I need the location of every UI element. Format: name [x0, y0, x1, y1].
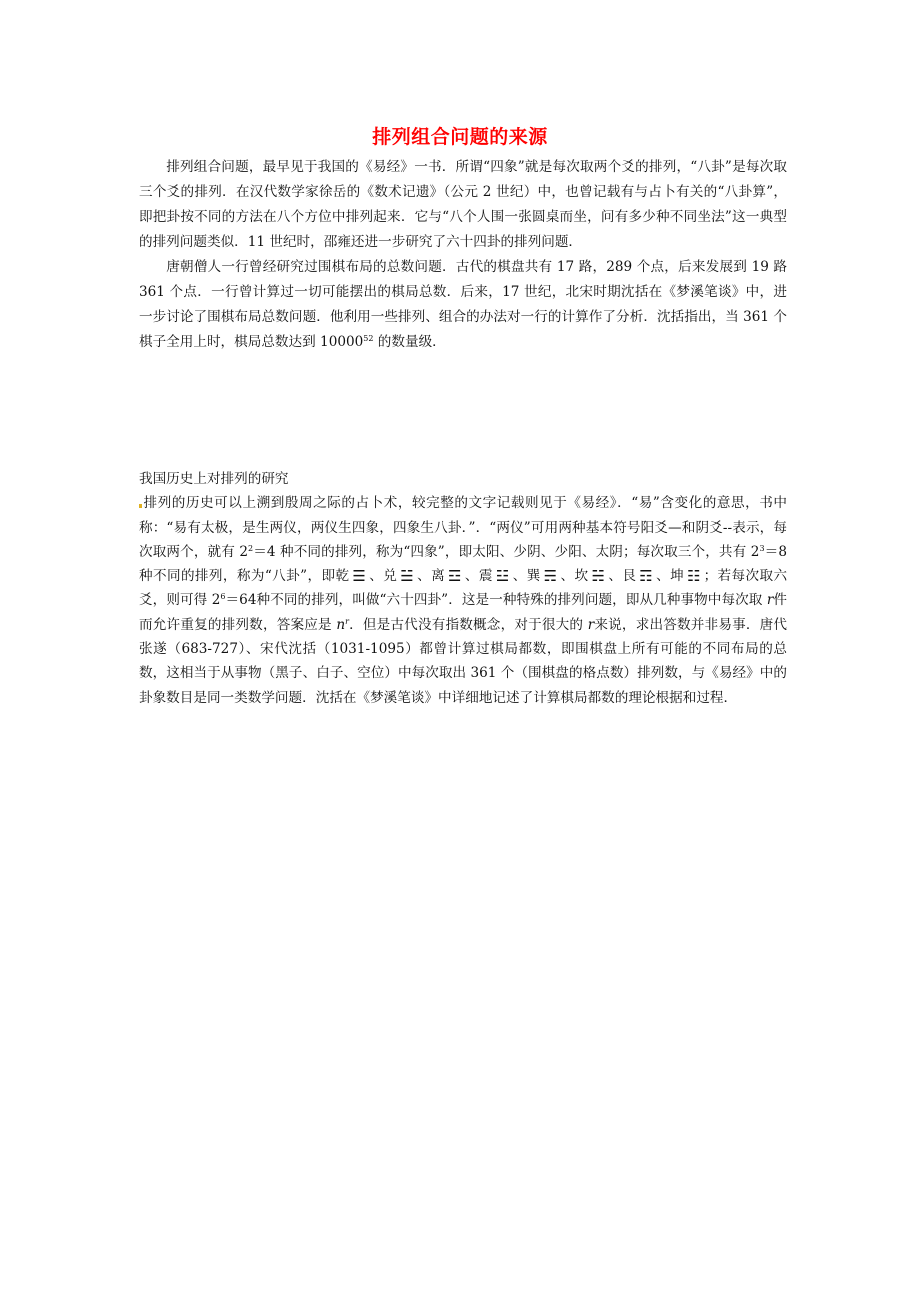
history-section: [139, 467, 787, 710]
trigram-巽: 巽 ☴ 、: [526, 567, 575, 586]
variable-r: r: [766, 592, 774, 609]
trigram-艮: 艮 ☶ 、: [622, 567, 671, 586]
power-base: 10000: [320, 334, 364, 350]
trigram-gen-icon: ☶: [639, 567, 653, 586]
trigram-dui-icon: ☱: [400, 567, 414, 586]
section-subheading: 我国历史上对排列的研究: [139, 471, 289, 487]
trigram-xun-icon: ☴: [543, 567, 558, 586]
paragraph-history: 排列的历史可以上溯到殷周之际的占卜术，较完整的文字记载则见于《易经》．“易”含变化的意思，书中称：“易有太极，是生两仪，两仪生四象，四象生八卦．”．“两仪”可用两种基本符号阳爻—和阴爻--表示，每次取两个，就有 $2^2=4$ 种不同的排列，称为“四象”，即太阳、少阴、少阳、太阴；每次取三个，共有 $2^3=8$ 种不同的排列，称为“八卦”，即乾 ☰ 、兑 ☱ 、离 ☲ 、震 ☳ 、巽 ☴ 、坎 ☵ 、艮 ☶ 、坤 ☷ ；若每次取六爻，则可得 $2^6=64$种不同的排列，叫做“六十四卦”．这是一种特殊的排列问题，即从几种事物中每次取 r件而允许重复的排列数，答案应是 $n^r$．但是古代没有指数概念，对于很大的 r来说，求出答数并非易事．唐代张遂（683-727）、宋代沈括（1031-1095）都曾计算过棋局都数，即围棋盘上所有可能的不同布局的总数，这相当于从事物（黑子、白子、空位）中每次取出 361 个（围棋盘的格点数）排列数，与《易经》中的卦象数目是同一类数学问题．沈括在《梦溪笔谈》中详细地记述了计算棋局都数的理论根据和过程．: [139, 495, 788, 706]
trigram-zhen-icon: ☳: [495, 567, 510, 586]
trigram-坎: 坎 ☵ 、: [574, 567, 623, 586]
power-exponent: 52: [363, 334, 374, 343]
trigram-离: 离 ☲ 、: [431, 567, 479, 586]
revision-mark: [139, 504, 142, 508]
document-title: 排列组合问题的来源: [372, 126, 548, 148]
trigram-兑: 兑 ☱ 、: [383, 567, 432, 586]
variable-n: n: [336, 616, 346, 633]
trigram-乾: 乾 ☰ 、: [335, 567, 384, 586]
trigram-坤: 坤 ☷ ；: [670, 567, 718, 586]
variable-r-exponent: r: [345, 616, 349, 626]
paragraph-go-board: 唐朝僧人一行曾经研究过围棋布局的总数问题．古代的棋盘共有 17 路，289 个点，后来发展到 19 路 361 个点．一行曾计算过一切可能摆出的棋局总数．后来，17 世纪，北宋时期沈括在《梦溪笔谈》中，进一步讨论了围棋布局总数问题．他利用一些排列、组合的办法对一行的计算作了分析．沈括指出，当 361 个棋子全用上时，棋局总数达到 10000$^{52}$ 的数量级．: [139, 259, 787, 350]
trigram-kan-icon: ☵: [591, 567, 605, 586]
trigram-kun-icon: ☷: [687, 567, 701, 586]
trigram-qian-icon: ☰: [352, 567, 366, 586]
trigram-震: 震 ☳ 、: [478, 567, 527, 586]
intro-section: [139, 155, 787, 355]
variable-r: r: [587, 616, 595, 633]
trigram-li-icon: ☲: [448, 567, 462, 586]
paragraph-origin: 排列组合问题，最早见于我国的《易经》一书．所谓“四象”就是每次取两个爻的排列，“八卦”是每次取三个爻的排列．在汉代数学家徐岳的《数术记遗》（公元 2 世纪）中，也曾记载有与占卜有关的“八卦算”，即把卦按不同的方法在八个方位中排列起来．它与“八个人围一张圆桌而坐，问有多少种不同坐法”这一典型的排列问题类似．11 世纪时，邵雍还进一步研究了六十四卦的排列问题．: [139, 159, 787, 250]
